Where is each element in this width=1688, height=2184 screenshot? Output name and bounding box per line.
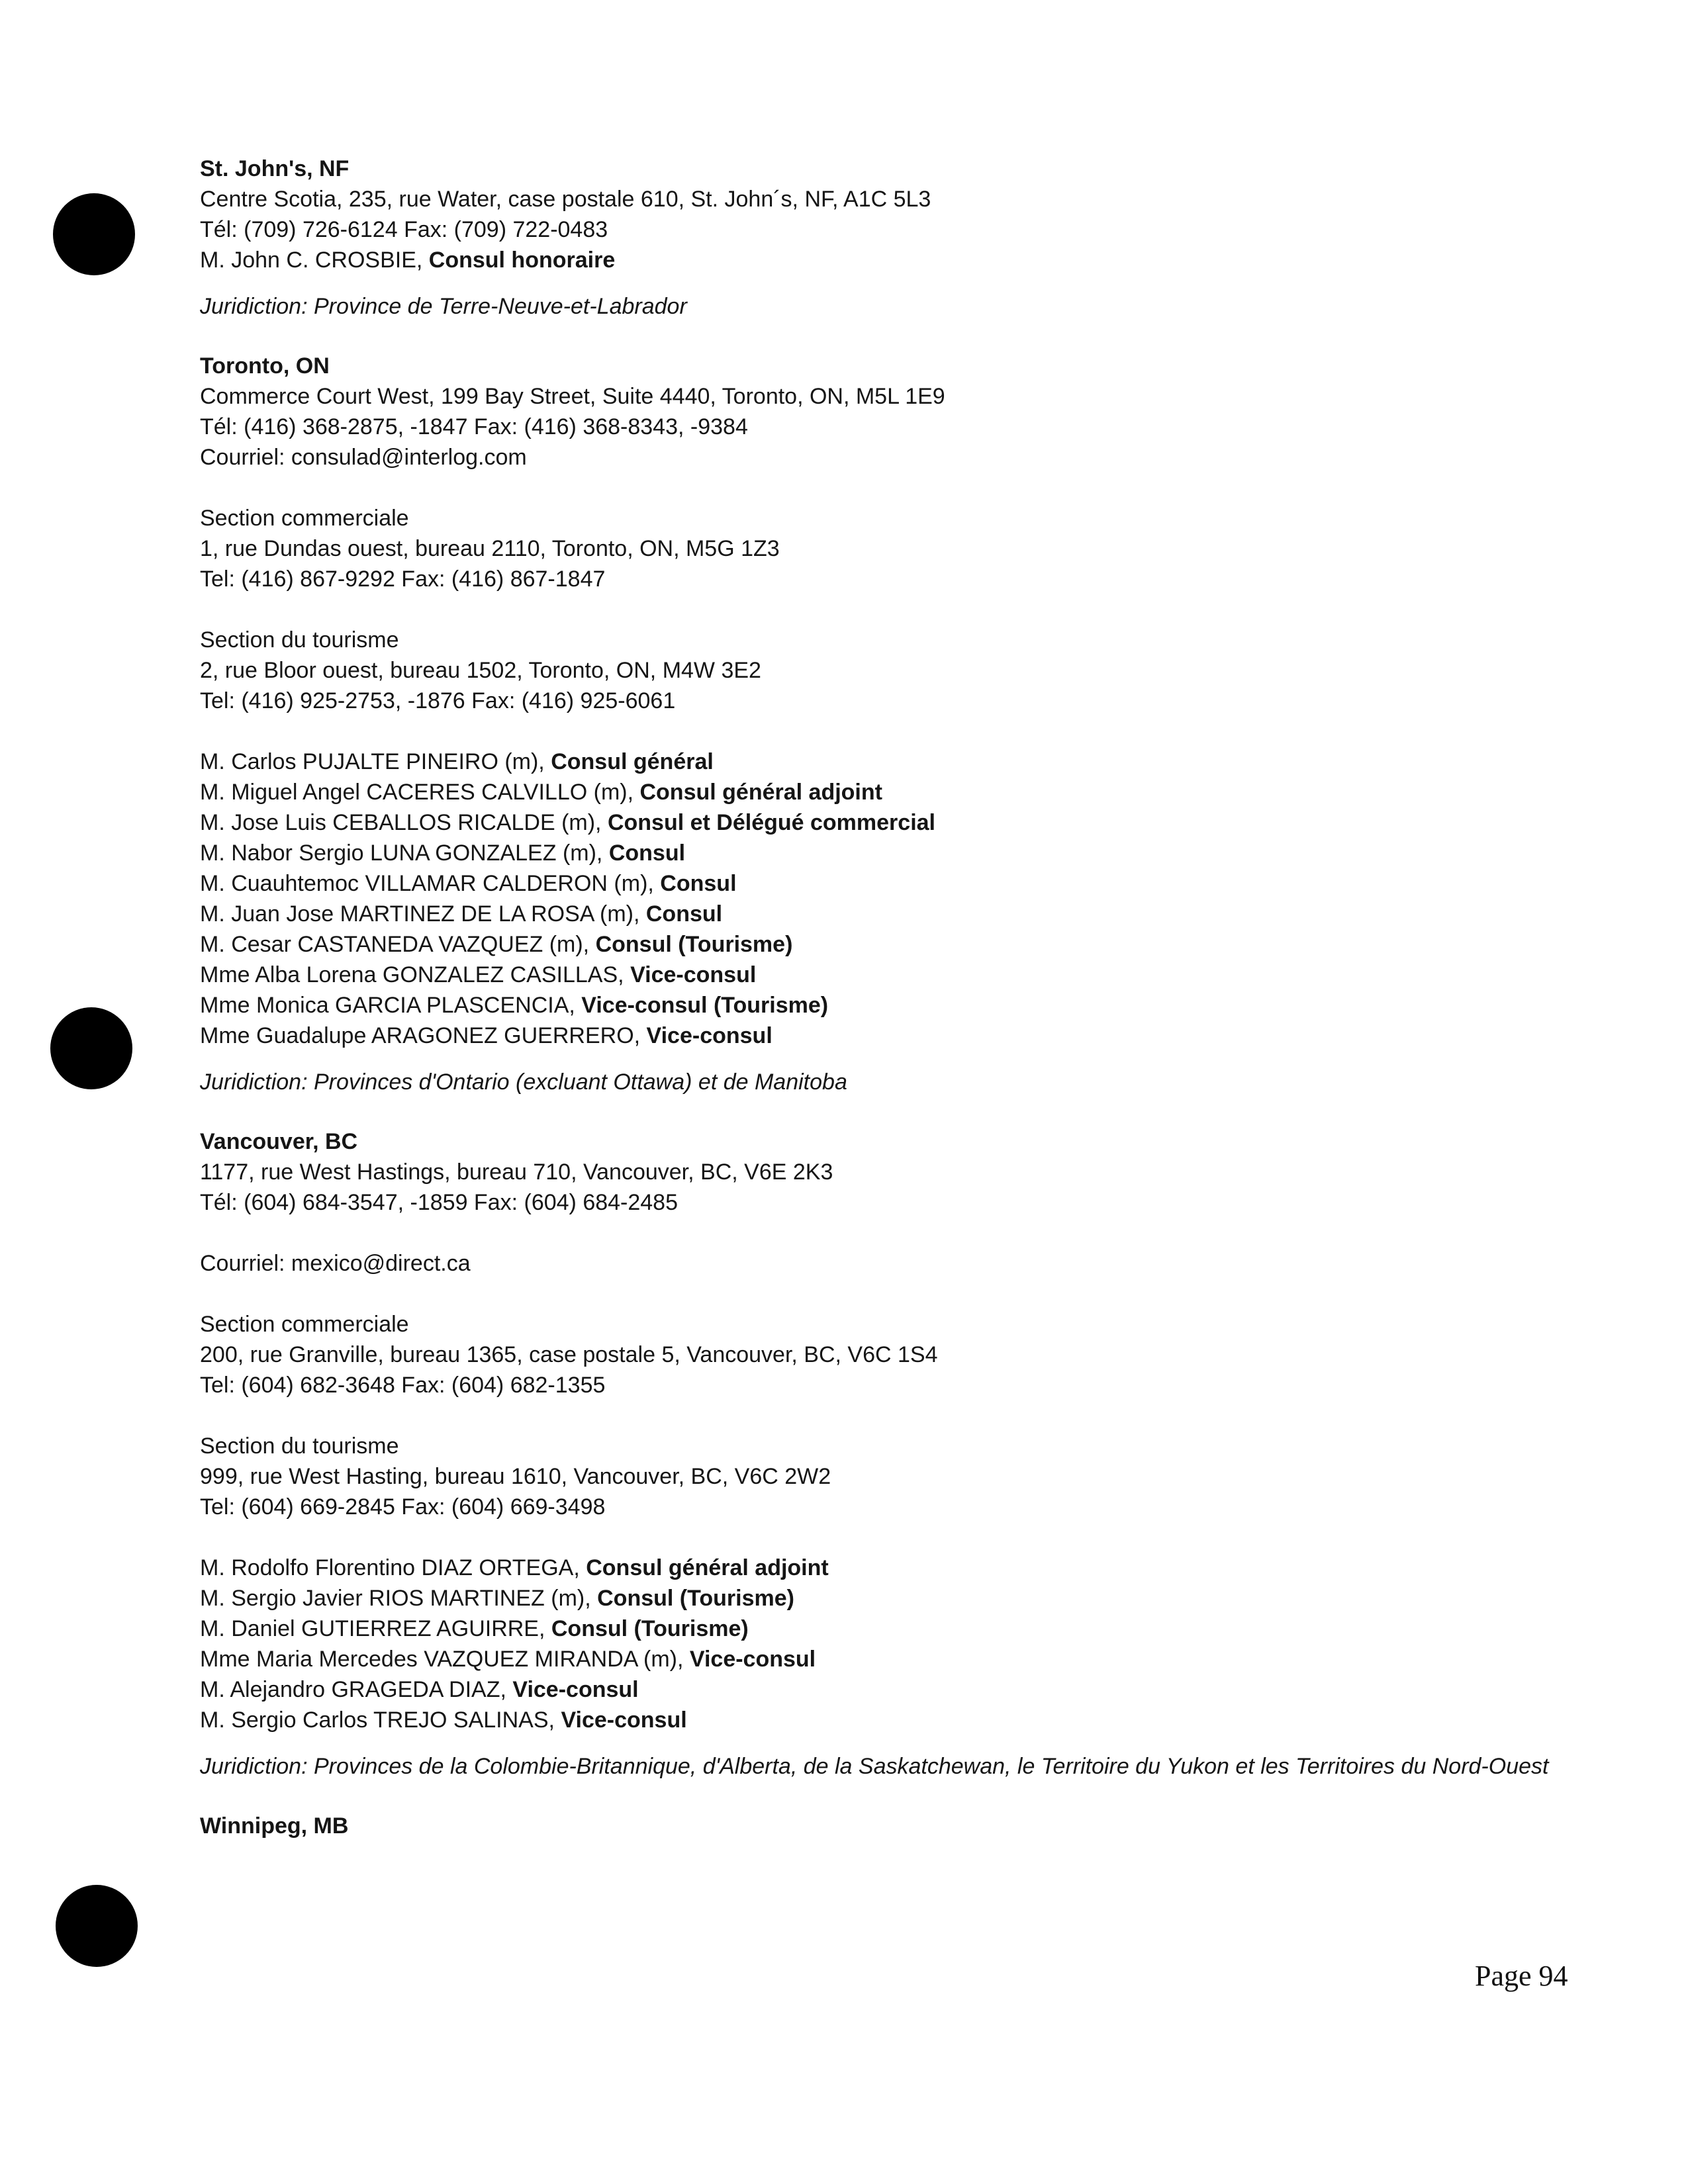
staff-name: M. Rodolfo Florentino DIAZ ORTEGA, <box>200 1555 586 1580</box>
office-city: Winnipeg, MB <box>200 1813 349 1839</box>
staff-entry <box>200 1674 1590 1705</box>
staff-entry <box>200 1021 1590 1051</box>
email-line: Courriel: mexico@direct.ca <box>200 1251 471 1276</box>
staff-entry <box>200 807 1590 838</box>
punch-hole-bottom <box>56 1885 138 1967</box>
staff-title: Consul <box>660 871 737 896</box>
staff-name: M. Sergio Carlos TREJO SALINAS, <box>200 1707 561 1733</box>
commercial-section-heading: Section commerciale <box>200 1312 409 1337</box>
staff-title: Vice-consul <box>646 1023 773 1048</box>
staff-title: Consul général adjoint <box>639 780 882 805</box>
commercial-phone: Tel: (416) 867-9292 Fax: (416) 867-1847 <box>200 567 606 592</box>
jurisdiction: Juridiction: Province de Terre-Neuve-et-Labrador <box>200 294 687 319</box>
email-line: Courriel: consulad@interlog.com <box>200 445 527 470</box>
directory-content <box>200 154 1590 1868</box>
staff-entry <box>200 1614 1590 1644</box>
staff-name: M. Daniel GUTIERREZ AGUIRRE, <box>200 1616 551 1641</box>
office-city: Vancouver, BC <box>200 1129 358 1154</box>
address-line: 1177, rue West Hastings, bureau 710, Vancouver, BC, V6E 2K3 <box>200 1160 833 1185</box>
staff-entry <box>200 1644 1590 1674</box>
staff-name: M. Miguel Angel CACERES CALVILLO (m), <box>200 780 640 805</box>
tourism-phone: Tel: (604) 669-2845 Fax: (604) 669-3498 <box>200 1494 606 1520</box>
staff-title: Consul <box>608 841 686 866</box>
staff-name: M. Nabor Sergio LUNA GONZALEZ (m), <box>200 841 609 866</box>
address-line: Commerce Court West, 199 Bay Street, Suite 4440, Toronto, ON, M5L 1E9 <box>200 384 945 409</box>
staff-title: Consul et Délégué commercial <box>607 810 935 835</box>
office-city: Toronto, ON <box>200 353 330 379</box>
staff-name: Mme Alba Lorena GONZALEZ CASILLAS, <box>200 962 631 987</box>
staff-name: M. Juan Jose MARTINEZ DE LA ROSA (m), <box>200 901 646 927</box>
office-toronto <box>200 351 1590 1097</box>
staff-name: M. John C. CROSBIE, <box>200 248 429 273</box>
staff-title: Vice-consul <box>689 1647 816 1672</box>
tourism-address: 999, rue West Hasting, bureau 1610, Vancouver, BC, V6C 2W2 <box>200 1464 831 1489</box>
staff-title: Vice-consul <box>630 962 757 987</box>
staff-name: Mme Guadalupe ARAGONEZ GUERRERO, <box>200 1023 647 1048</box>
page-number: Page 94 <box>1475 1960 1568 1992</box>
staff-entry <box>200 1553 1590 1583</box>
staff-title: Vice-consul <box>512 1677 639 1702</box>
staff-name: M. Carlos PUJALTE PINEIRO (m), <box>200 749 551 774</box>
phone-line: Tél: (416) 368-2875, -1847 Fax: (416) 368-8343, -9384 <box>200 414 748 439</box>
phone-line: Tél: (709) 726-6124 Fax: (709) 722-0483 <box>200 217 608 242</box>
staff-entry <box>200 747 1590 777</box>
staff-name: M. Cuauhtemoc VILLAMAR CALDERON (m), <box>200 871 661 896</box>
jurisdiction: Juridiction: Provinces d'Ontario (excluant Ottawa) et de Manitoba <box>200 1069 847 1095</box>
commercial-section-heading: Section commerciale <box>200 506 409 531</box>
tourism-address: 2, rue Bloor ouest, bureau 1502, Toronto, ON, M4W 3E2 <box>200 658 761 683</box>
staff-title: Consul général adjoint <box>586 1555 829 1580</box>
punch-hole-top <box>53 193 135 275</box>
staff-title: Consul général <box>551 749 714 774</box>
staff-entry <box>200 1583 1590 1614</box>
staff-entry <box>200 1705 1590 1735</box>
staff-entry <box>200 899 1590 929</box>
staff-entry <box>200 960 1590 990</box>
commercial-address: 200, rue Granville, bureau 1365, case postale 5, Vancouver, BC, V6C 1S4 <box>200 1342 938 1367</box>
tourism-section-heading: Section du tourisme <box>200 627 399 653</box>
jurisdiction: Juridiction: Provinces de la Colombie-Britannique, d'Alberta, de la Saskatchewan, le Territoire du Yukon et les Territoires du Nord-Ouest <box>200 1754 1549 1779</box>
staff-title: Consul (Tourisme) <box>551 1616 749 1641</box>
staff-title: Consul (Tourisme) <box>597 1586 794 1611</box>
commercial-phone: Tel: (604) 682-3648 Fax: (604) 682-1355 <box>200 1373 606 1398</box>
phone-line: Tél: (604) 684-3547, -1859 Fax: (604) 684-2485 <box>200 1190 679 1215</box>
commercial-address: 1, rue Dundas ouest, bureau 2110, Toronto, ON, M5G 1Z3 <box>200 536 780 561</box>
staff-title: Consul (Tourisme) <box>595 932 793 957</box>
address-line: Centre Scotia, 235, rue Water, case postale 610, St. John´s, NF, A1C 5L3 <box>200 187 931 212</box>
staff-name: M. Cesar CASTANEDA VAZQUEZ (m), <box>200 932 596 957</box>
staff-name: M. Sergio Javier RIOS MARTINEZ (m), <box>200 1586 598 1611</box>
staff-entry <box>200 838 1590 868</box>
staff-entry <box>200 777 1590 807</box>
office-winnipeg <box>200 1811 1590 1841</box>
staff-title: Vice-consul <box>561 1707 687 1733</box>
staff-title: Consul <box>645 901 723 927</box>
office-city: St. John's, NF <box>200 156 350 181</box>
staff-title: Vice-consul (Tourisme) <box>581 993 829 1018</box>
office-vancouver <box>200 1126 1590 1782</box>
tourism-phone: Tel: (416) 925-2753, -1876 Fax: (416) 925-6061 <box>200 688 676 713</box>
staff-name: Mme Monica GARCIA PLASCENCIA, <box>200 993 582 1018</box>
office-st-johns <box>200 154 1590 322</box>
staff-entry <box>200 245 1590 275</box>
staff-name: M. Alejandro GRAGEDA DIAZ, <box>200 1677 513 1702</box>
staff-entry <box>200 990 1590 1021</box>
staff-title: Consul honoraire <box>428 248 616 273</box>
staff-name: M. Jose Luis CEBALLOS RICALDE (m), <box>200 810 608 835</box>
staff-name: Mme Maria Mercedes VAZQUEZ MIRANDA (m), <box>200 1647 690 1672</box>
staff-entry <box>200 868 1590 899</box>
staff-entry <box>200 929 1590 960</box>
punch-hole-middle <box>50 1007 132 1089</box>
tourism-section-heading: Section du tourisme <box>200 1433 399 1459</box>
